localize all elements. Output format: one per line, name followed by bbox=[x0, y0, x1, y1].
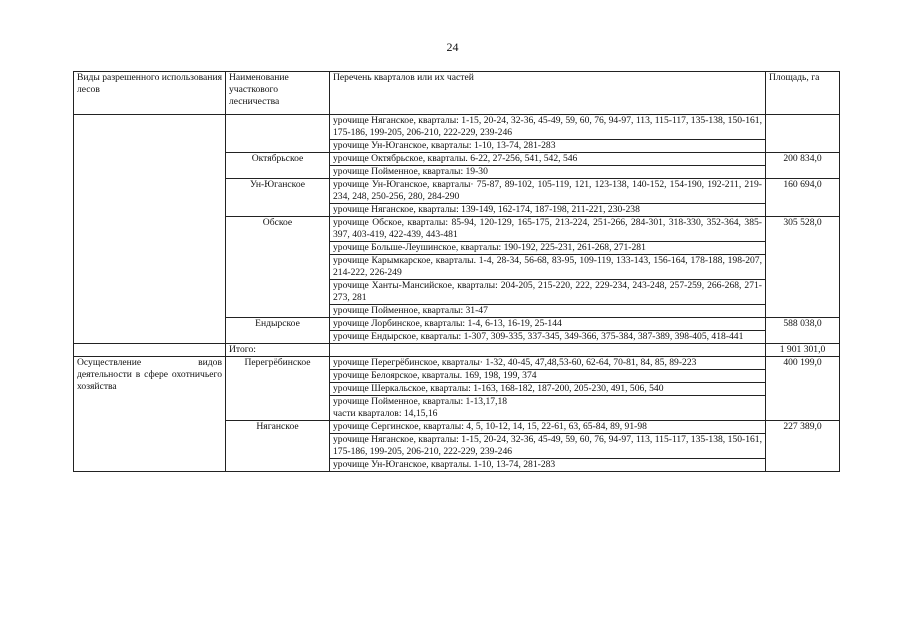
tract-cell: урочище Пойменное, кварталы: 19-30 bbox=[330, 166, 766, 179]
forestry-endyrskoe: Ендырское bbox=[226, 318, 330, 344]
forestry-unyugan: Ун-Юганское bbox=[226, 179, 330, 217]
tract-cell: урочище Белоярское, кварталы. 169, 198, 199, 374 bbox=[330, 370, 766, 383]
page-number: 24 bbox=[446, 40, 459, 54]
area-nyaganskoe: 227 389,0 bbox=[766, 421, 840, 472]
table-row bbox=[74, 115, 840, 140]
tract-cell: урочище Лорбинское, кварталы: 1-4, 6-13, 16-19, 25-144 bbox=[330, 318, 766, 331]
tract-cell: урочище Октябрьское, кварталы. 6-22, 27-256, 541, 542, 546 bbox=[330, 153, 766, 166]
tract-cell: урочище Карымкарское, кварталы. 1-4, 28-34, 56-68, 83-95, 109-119, 133-143, 156-164, 178-188, 198-207, 214-222, 226-249 bbox=[330, 255, 766, 280]
total-row bbox=[74, 344, 840, 357]
tract-cell: урочище Обское, кварталы: 85-94, 120-129, 165-175, 213-224, 251-266, 284-301, 318-330, 352-364, 385-397, 403-419, 422-439, 443-481 bbox=[330, 217, 766, 242]
area-peregrebinskoe: 400 199,0 bbox=[766, 357, 840, 421]
table-row bbox=[74, 357, 840, 370]
forestry-nyaganskoe: Няганское bbox=[226, 421, 330, 472]
header-area: Площадь, га bbox=[766, 72, 840, 115]
forestry-cell-continued bbox=[226, 115, 330, 153]
forestry-oktyabrskoe: Октябрьское bbox=[226, 153, 330, 179]
tract-cell: урочище Ханты-Мансийское, кварталы: 204-205, 215-220, 222, 229-234, 243-248, 257-259, 266-268, 271-273, 281 bbox=[330, 280, 766, 305]
tract-cell: урочище Ун-Юганское, кварталы: 1-10, 13-74, 281-283 bbox=[330, 140, 766, 153]
area-cell-continued bbox=[766, 115, 840, 153]
total-label: Итого: bbox=[226, 344, 330, 357]
header-use: Виды разрешенного использования лесов bbox=[74, 72, 226, 115]
total-tracts-empty bbox=[330, 344, 766, 357]
header-forestry: Наименование участкового лесничества bbox=[226, 72, 330, 115]
use-cell-continued bbox=[74, 115, 226, 344]
header-tracts: Перечень кварталов или их частей bbox=[330, 72, 766, 115]
tract-line: урочище Пойменное, кварталы: 1-13,17,18 bbox=[333, 396, 508, 407]
table-header-row bbox=[74, 72, 840, 115]
tract-cell: урочище Ендырское, кварталы: 1-307, 309-335, 337-345, 349-366, 375-384, 387-389, 398-405, 418-441 bbox=[330, 331, 766, 344]
area-oktyabrskoe: 200 834,0 bbox=[766, 153, 840, 179]
tract-line: части кварталов: 14,15,16 bbox=[333, 408, 438, 419]
tract-cell: урочище Няганское, кварталы: 139-149, 162-174, 187-198, 211-221, 230-238 bbox=[330, 204, 766, 217]
tract-cell: урочище Ун-Юганское, кварталы· 75-87, 89-102, 105-119, 121, 123-138, 140-152, 154-190, 192-211, 219-234, 248, 250-256, 280, 284-290 bbox=[330, 179, 766, 204]
tract-cell bbox=[330, 396, 766, 421]
area-endyrskoe: 588 038,0 bbox=[766, 318, 840, 344]
tract-cell: урочище Больше-Леушинское, кварталы: 190-192, 225-231, 261-268, 271-281 bbox=[330, 242, 766, 255]
total-value: 1 901 301,0 bbox=[766, 344, 840, 357]
tract-cell: урочище Перегрёбинское, кварталы· 1-32, 40-45, 47,48,53-60, 62-64, 70-81, 84, 85, 89-223 bbox=[330, 357, 766, 370]
tract-cell: урочище Ун-Юганское, кварталы. 1-10, 13-74, 281-283 bbox=[330, 459, 766, 472]
tract-cell: урочище Сергинское, кварталы: 4, 5, 10-12, 14, 15, 22-61, 63, 65-84, 89, 91-98 bbox=[330, 421, 766, 434]
forest-use-table bbox=[73, 71, 840, 472]
area-unyugan: 160 694,0 bbox=[766, 179, 840, 217]
total-use-empty bbox=[74, 344, 226, 357]
tract-cell: урочище Пойменное, кварталы: 31-47 bbox=[330, 305, 766, 318]
tract-cell: урочище Няганское, кварталы: 1-15, 20-24, 32-36, 45-49, 59, 60, 76, 94-97, 113, 115-117, 135-138, 150-161, 175-186, 199-205, 206-210, 222-229, 239-246 bbox=[330, 115, 766, 140]
forestry-peregrebinskoe: Перегрёбинское bbox=[226, 357, 330, 421]
area-obskoe: 305 528,0 bbox=[766, 217, 840, 318]
tract-cell: урочище Няганское, кварталы: 1-15, 20-24, 32-36, 45-49, 59, 60, 76, 94-97, 113, 115-117, 135-138, 150-161, 175-186, 199-205, 206-210, 222-229, 239-246 bbox=[330, 434, 766, 459]
tract-cell: урочище Шеркальское, кварталы: 1-163, 168-182, 187-200, 205-230, 491, 506, 540 bbox=[330, 383, 766, 396]
use-hunting: Осуществление видов деятельности в сфере охотничьего хозяйства bbox=[74, 357, 226, 472]
forestry-obskoe: Обское bbox=[226, 217, 330, 318]
